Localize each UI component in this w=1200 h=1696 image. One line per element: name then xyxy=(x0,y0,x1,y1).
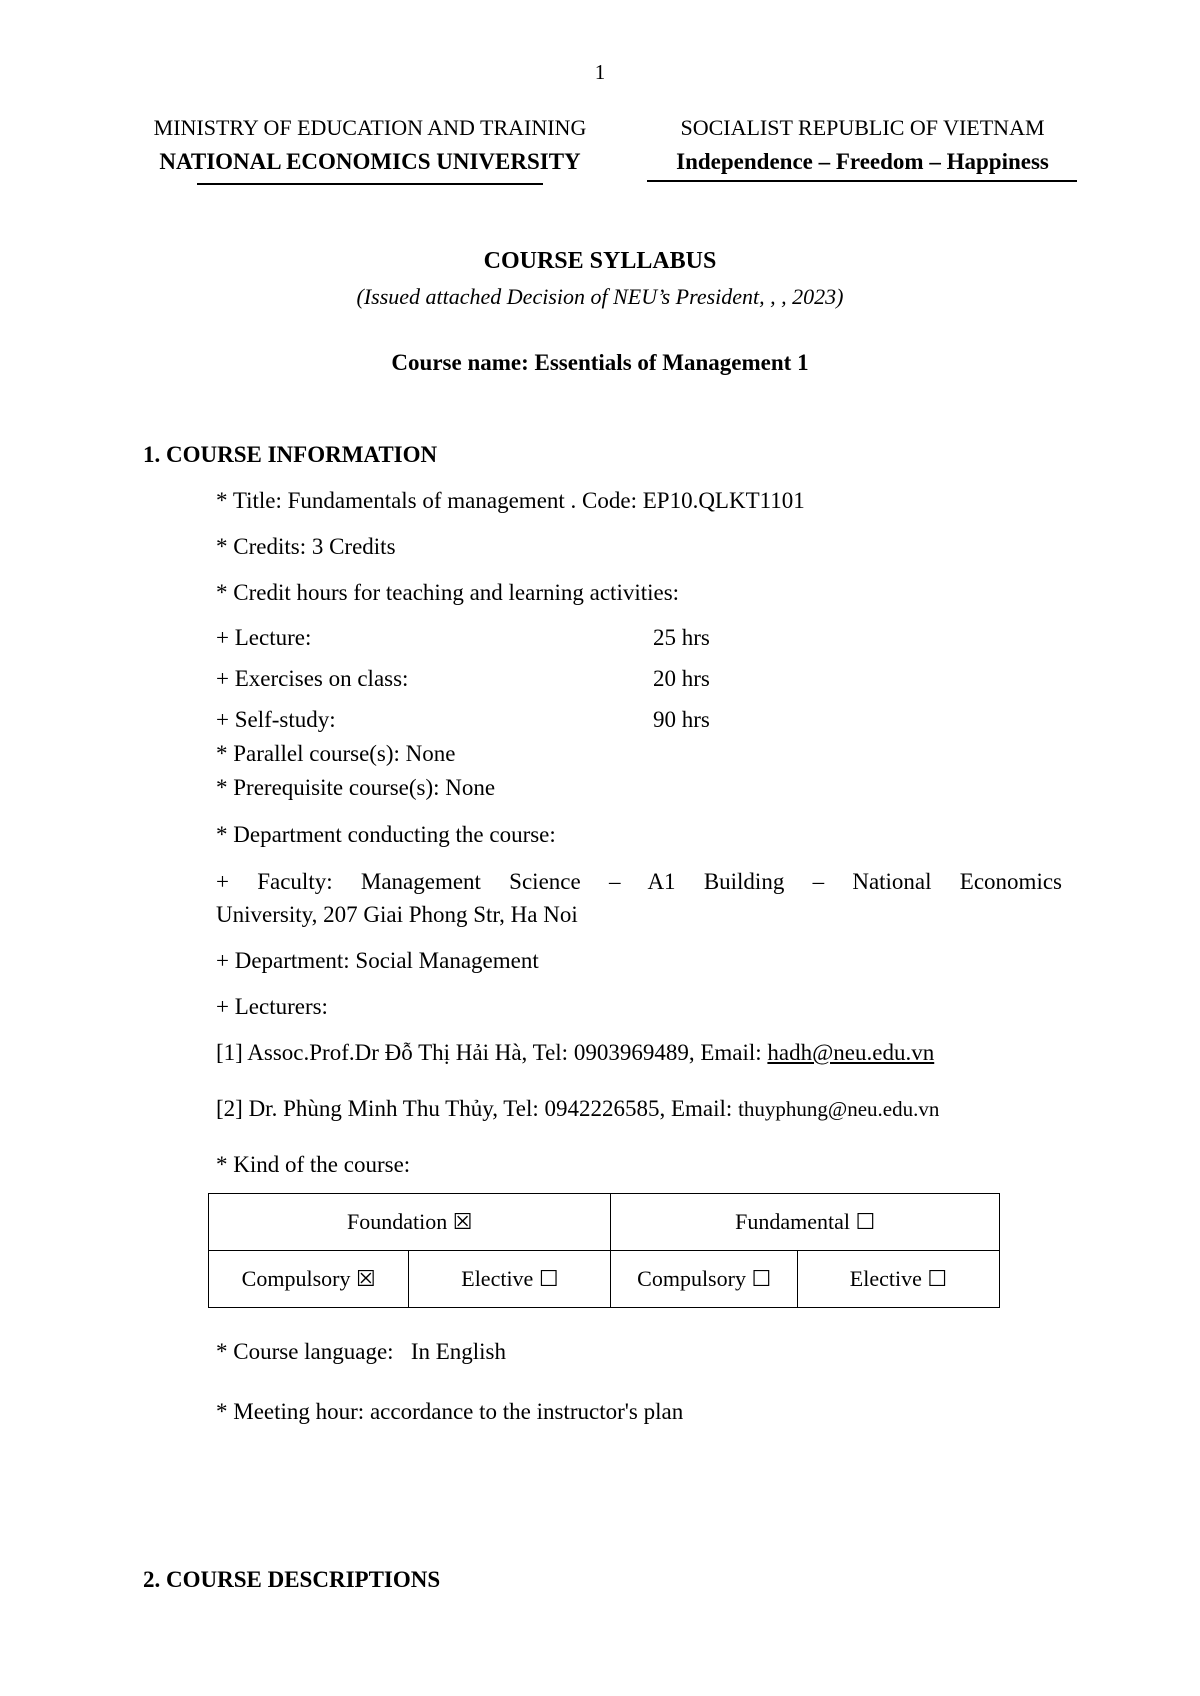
fundamental-compulsory-cell: Compulsory ☐ xyxy=(611,1251,797,1308)
course-name: Course name: Essentials of Management 1 xyxy=(391,350,809,375)
university-name: NATIONAL ECONOMICS UNIVERSITY xyxy=(159,149,581,174)
lecturer-1-email-link[interactable]: hadh@neu.edu.vn xyxy=(767,1040,935,1065)
prerequisite-courses: * Prerequisite course(s): None xyxy=(216,775,496,800)
credit-hours-label: * Credit hours for teaching and learning activities: xyxy=(216,580,680,605)
hours-value-lecture: 25 hrs xyxy=(653,625,710,650)
national-motto: Independence – Freedom – Happiness xyxy=(676,149,1049,174)
lecturer-2-info: [2] Dr. Phùng Minh Thu Thủy, Tel: 0942226585, Email: xyxy=(216,1096,739,1121)
course-kind-table xyxy=(208,1193,1000,1308)
meeting-hour: * Meeting hour: accordance to the instructor's plan xyxy=(216,1399,684,1424)
lecturer-1 xyxy=(216,1040,934,1066)
hours-label-self-study: + Self-study: xyxy=(216,707,336,732)
foundation-cell: Foundation ☒ xyxy=(209,1194,611,1251)
lecturers-label: + Lecturers: xyxy=(216,994,328,1019)
fundamental-elective-cell: Elective ☐ xyxy=(797,1251,999,1308)
kind-of-course-label: * Kind of the course: xyxy=(216,1152,411,1177)
course-language: * Course language: In English xyxy=(216,1339,507,1364)
hours-value-exercises: 20 hrs xyxy=(653,666,710,691)
department-name: + Department: Social Management xyxy=(216,948,539,973)
faculty-line: + Faculty: Management Science – A1 Building – National Economics xyxy=(216,869,1062,894)
hours-value-self-study: 90 hrs xyxy=(653,707,710,732)
university-underline xyxy=(197,183,543,185)
ministry-name: MINISTRY OF EDUCATION AND TRAINING xyxy=(153,115,587,140)
document-title: COURSE SYLLABUS xyxy=(483,248,717,274)
section-heading-course-descriptions: 2. COURSE DESCRIPTIONS xyxy=(143,1567,441,1592)
foundation-compulsory-cell: Compulsory ☒ xyxy=(209,1251,409,1308)
lecturer-2-email: thuyphung@neu.edu.vn xyxy=(738,1097,940,1121)
faculty-address: University, 207 Giai Phong Str, Ha Noi xyxy=(216,902,578,927)
hours-label-lecture: + Lecture: xyxy=(216,625,312,650)
lecturer-1-info: [1] Assoc.Prof.Dr Đỗ Thị Hải Hà, Tel: 0903969489, Email: xyxy=(216,1040,768,1065)
department-label: * Department conducting the course: xyxy=(216,822,556,847)
fundamental-cell: Fundamental ☐ xyxy=(611,1194,1000,1251)
lecturer-2 xyxy=(216,1096,939,1122)
section-heading-course-information: 1. COURSE INFORMATION xyxy=(143,442,438,467)
parallel-courses: * Parallel course(s): None xyxy=(216,741,456,766)
republic-name: SOCIALIST REPUBLIC OF VIETNAM xyxy=(680,115,1045,140)
hours-label-exercises: + Exercises on class: xyxy=(216,666,409,691)
foundation-elective-cell: Elective ☐ xyxy=(409,1251,611,1308)
motto-underline xyxy=(647,180,1077,182)
document-subtitle: (Issued attached Decision of NEU’s President, , , 2023) xyxy=(356,284,844,309)
page-number: 1 xyxy=(594,60,606,84)
course-title-code: * Title: Fundamentals of management . Code: EP10.QLKT1101 xyxy=(216,488,805,513)
course-credits: * Credits: 3 Credits xyxy=(216,534,396,559)
